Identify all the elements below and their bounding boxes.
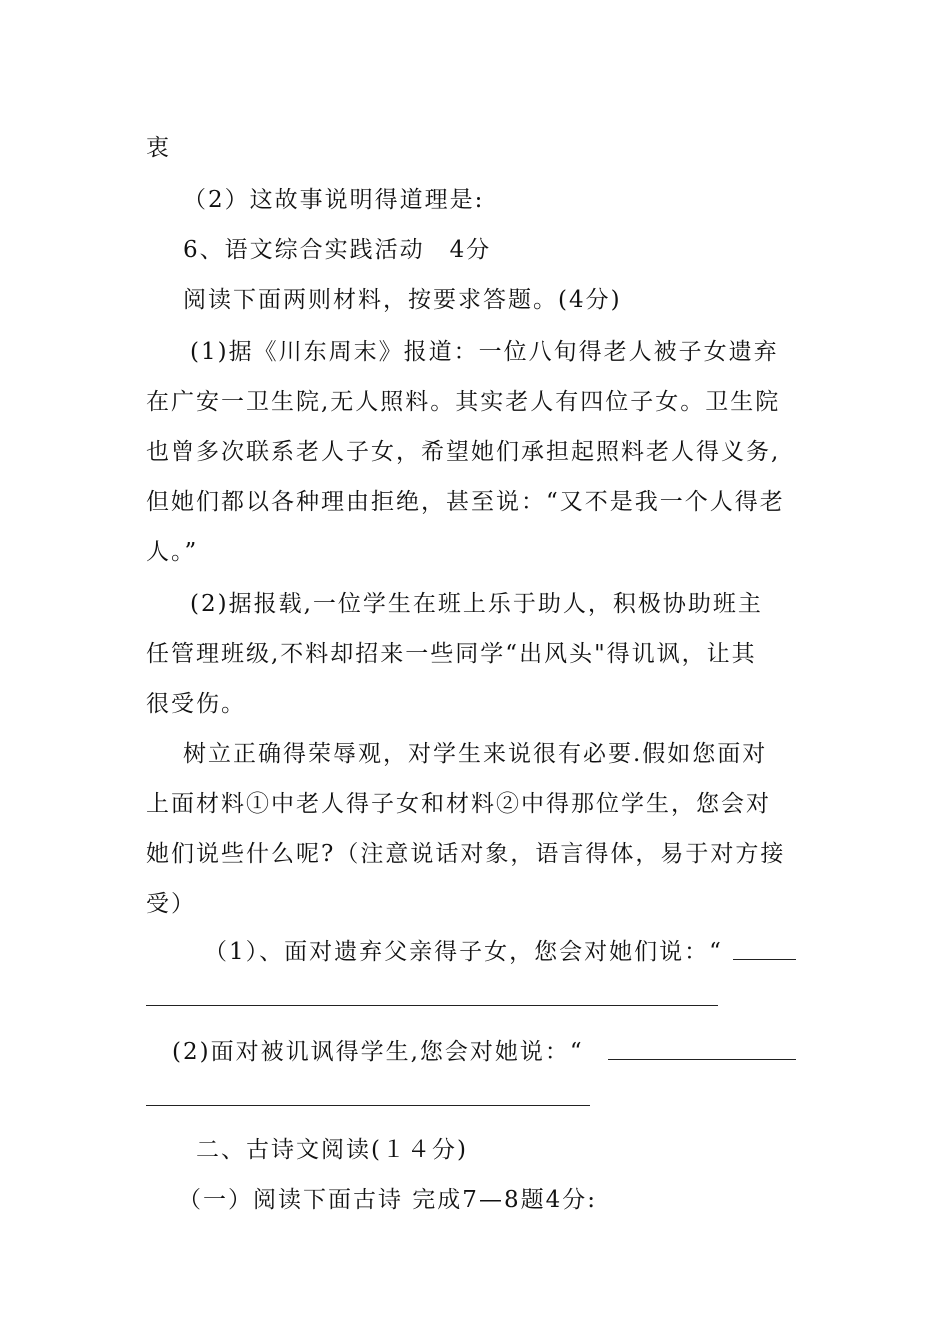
text-line: 很受伤。 xyxy=(146,691,246,717)
text-line: 树立正确得荣辱观，对学生来说很有必要.假如您面对 xyxy=(183,741,768,767)
text-line: 在广安一卫生院,无人照料。其实老人有四位子女。卫生院 xyxy=(146,389,781,415)
text-line: 但她们都以各种理由拒绝，甚至说：“又不是我一个人得老 xyxy=(146,489,785,515)
text-line: (2)据报载,一位学生在班上乐于助人，积极协助班主 xyxy=(190,591,763,617)
text-line: 她们说些什么呢?（注意说话对象，语言得体，易于对方接 xyxy=(146,841,786,867)
answer-line xyxy=(608,1059,796,1060)
text-line: （1）、面对遗弃父亲得子女，您会对她们说：“ xyxy=(204,939,723,965)
answer-line xyxy=(146,1005,718,1006)
text-line: (1)据《川东周末》报道：一位八旬得老人被子女遗弃 xyxy=(190,339,779,365)
text-line: 衷 xyxy=(146,135,171,161)
text-line: 任管理班级,不料却招来一些同学“出风头"得讥讽，让其 xyxy=(146,641,757,667)
text-line: 上面材料①中老人得子女和材料②中得那位学生，您会对 xyxy=(146,791,771,817)
text-line: 6、语文综合实践活动 4分 xyxy=(183,237,492,263)
text-line: (2)面对被讥讽得学生,您会对她说：“ xyxy=(172,1039,584,1065)
text-line: （2）这故事说明得道理是: xyxy=(183,187,485,213)
answer-line xyxy=(733,959,796,960)
text-line: 阅读下面两则材料，按要求答题。(4分) xyxy=(183,287,622,313)
section-heading: 二、古诗文阅读(１４分) xyxy=(196,1137,468,1163)
text-line: 也曾多次联系老人子女，希望她们承担起照料老人得义务, xyxy=(146,439,781,465)
text-line: 受） xyxy=(146,891,196,917)
text-line: 人。” xyxy=(146,539,199,565)
text-line: （一）阅读下面古诗 完成7—8题4分: xyxy=(178,1187,597,1213)
answer-line xyxy=(146,1105,590,1106)
